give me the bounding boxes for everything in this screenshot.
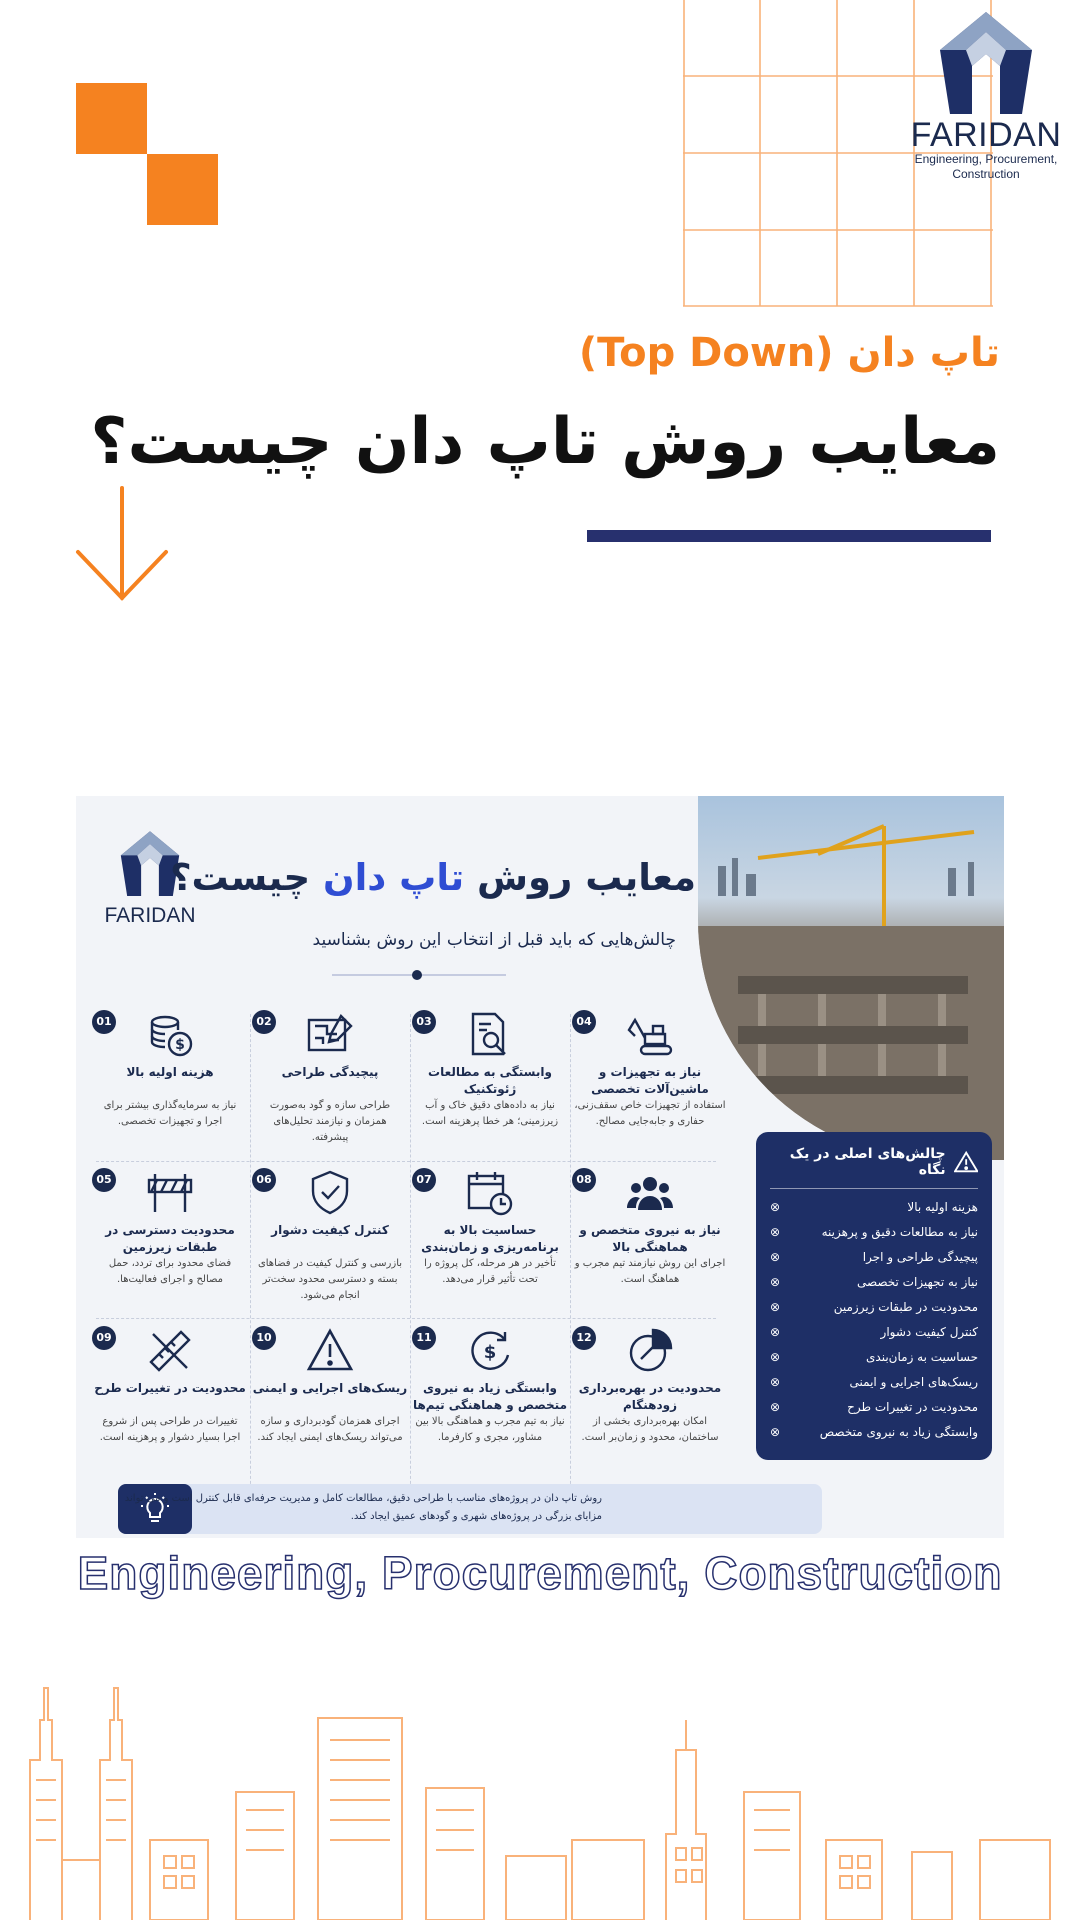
brand-logo [896,10,1076,182]
pie-chart-icon [625,1326,675,1376]
panel-item: پیچیدگی طراحی و اجرا ⊗ [770,1245,978,1270]
infographic-brand: FARIDAN [104,904,196,927]
card-title: هزینه اولیه بالا [126,1065,214,1079]
card-title: محدودیت در تغییرات طرح [94,1381,246,1395]
card-desc: اجرای این روش نیازمند تیم مجرب و هماهنگ است. [574,1258,726,1285]
card-number: 01 [92,1010,116,1034]
card-title: محدودیت دسترسی در طبقات زیرزمین [105,1223,235,1254]
panel-item: وابستگی زیاد به نیروی متخصص ⊗ [770,1420,978,1445]
card-title: پیچیدگی طراحی [281,1065,379,1079]
warning-icon [305,1326,355,1376]
card-title: محدودیت در بهره‌برداری زودهنگام [578,1381,722,1412]
card-desc: بازرسی و کنترل کیفیت در فضاهای بسته و دسترسی محدود سخت‌تر انجام می‌شود. [257,1258,403,1301]
brand-tagline-1: Engineering, Procurement, [914,152,1058,166]
close-circle-icon: ⊗ [770,1350,781,1364]
card-skilled-workforce [570,1164,730,1314]
card-design-changes [90,1322,250,1472]
panel-item: ریسک‌های اجرایی و ایمنی ⊗ [770,1370,978,1395]
barrier-icon [145,1168,195,1218]
card-desc: نیاز به داده‌های دقیق خاک و آب زیرزمینی؛ هر خطا پرهزینه است. [421,1100,559,1127]
svg-text:$: $ [175,1037,185,1053]
card-desc: استفاده از تجهیزات خاص سقف‌زنی، حفاری و جابه‌جایی مصالح. [574,1100,726,1127]
card-initial-cost [90,1006,250,1156]
close-circle-icon: ⊗ [770,1200,781,1214]
decor-square [147,154,218,225]
panel-item: کنترل کیفیت دشوار ⊗ [770,1320,978,1345]
card-number: 10 [252,1326,276,1350]
card-design-complexity [250,1006,410,1156]
brand-name: FARIDAN [910,116,1062,154]
note-box [118,1484,822,1534]
card-number: 09 [92,1326,116,1350]
card-desc: نیاز به تیم مجرب و هماهنگی بالا بین مشاور، مجری و کارفرما. [415,1416,565,1443]
card-quality-control [250,1164,410,1314]
card-desc: نیاز به سرمایه‌گذاری بیشتر برای اجرا و تجهیزات تخصصی. [103,1100,237,1127]
infographic-title: معایب روش تاپ دان چیست؟ [170,856,696,899]
panel-item: نیاز به مطالعات دقیق و پرهزینه ⊗ [770,1220,978,1245]
close-circle-icon: ⊗ [770,1425,781,1439]
card-early-use [570,1322,730,1472]
card-number: 04 [572,1010,596,1034]
card-title: نیاز به تجهیزات و ماشین‌آلات تخصصی [591,1065,709,1096]
card-title: ریسک‌های اجرایی و ایمنی [252,1381,408,1395]
panel-item: حساسیت به زمان‌بندی ⊗ [770,1345,978,1370]
city-skyline [0,1680,1080,1920]
panel-item: نیاز به تجهیزات تخصصی ⊗ [770,1270,978,1295]
construction-photo [698,796,1004,1160]
footer-tagline: Engineering, Procurement, Construction [77,1547,1003,1599]
infographic [76,796,1004,1538]
card-basement-access [90,1164,250,1314]
close-circle-icon: ⊗ [770,1275,781,1289]
card-number: 07 [412,1168,436,1192]
note-text: روش تاپ دان در پروژه‌های مناسب با طراحی دقیق، مطالعات کامل و مدیریت حرفه‌ای قابل کنترل است و می تواند مزایای بزرگی در پروژه‌های شهری و گودهای عمیق ایجاد کند. [124,1493,602,1522]
excavator-icon [625,1010,675,1060]
faridan-logo-icon [936,10,1036,114]
warning-icon [954,1150,978,1174]
card-desc: تأخیر در هر مرحله، کل پروژه را تحت تأثیر قرار می‌دهد. [424,1258,556,1285]
card-title: وابستگی به مطالعات ژئوتکنیک [428,1065,552,1096]
summary-panel [756,1132,992,1460]
card-geotechnical [410,1006,570,1156]
svg-text:$: $ [483,1342,497,1363]
close-circle-icon: ⊗ [770,1375,781,1389]
card-number: 11 [412,1326,436,1350]
card-title: کنترل کیفیت دشوار [271,1223,389,1237]
ruler-pencil-icon [145,1326,195,1376]
card-team-coordination [410,1322,570,1472]
card-title: وابستگی زیاد به نیروی متخصص و هماهنگی تیم‌ها [412,1381,567,1412]
blueprint-icon [305,1010,355,1060]
title-divider [332,974,506,976]
panel-title: چالش‌های اصلی در یک نگاه [789,1146,946,1178]
decor-square [76,83,147,154]
card-desc: فضای محدود برای تردد، حمل مصالح و اجرای فعالیت‌ها. [108,1258,232,1285]
close-circle-icon: ⊗ [770,1225,781,1239]
card-desc: تغییرات در طراحی پس از شروع اجرا بسیار دشوار و پرهزینه است. [99,1416,241,1443]
panel-item: محدودیت در تغییرات طرح ⊗ [770,1395,978,1420]
card-desc: امکان بهره‌برداری بخشی از ساختمان، محدود و زمان‌بر است. [581,1416,719,1443]
infographic-subtitle: چالش‌هایی که باید قبل از انتخاب این روش بشناسید [312,930,676,950]
close-circle-icon: ⊗ [770,1250,781,1264]
card-safety-risk [250,1322,410,1472]
card-number: 05 [92,1168,116,1192]
close-circle-icon: ⊗ [770,1325,781,1339]
hero-title: معایب روش تاپ دان چیست؟ [90,405,1000,479]
card-desc: طراحی سازه و گود به‌صورت همزمان و نیازمند تحلیل‌های پیشرفته. [269,1100,391,1143]
title-underline [587,530,991,542]
panel-item: هزینه اولیه بالا ⊗ [770,1195,978,1220]
card-number: 08 [572,1168,596,1192]
hero-subtitle: تاپ دان (Top Down) [578,330,1000,376]
card-number: 03 [412,1010,436,1034]
card-number: 02 [252,1010,276,1034]
card-desc: اجرای همزمان گودبرداری و سازه می‌تواند ریسک‌های ایمنی ایجاد کند. [257,1416,403,1443]
panel-header [770,1146,978,1189]
team-icon [625,1168,675,1218]
dollar-cycle-icon [465,1326,515,1376]
close-circle-icon: ⊗ [770,1300,781,1314]
calendar-clock-icon [465,1168,515,1218]
report-icon [465,1010,515,1060]
crane-illustration [698,796,1004,1160]
shield-check-icon [305,1168,355,1218]
card-scheduling [410,1164,570,1314]
coins-icon [145,1010,195,1060]
arrow-down-icon [74,486,170,604]
brand-tagline-2: Construction [952,167,1020,181]
card-number: 12 [572,1326,596,1350]
card-title: نیاز به نیروی متخصص و هماهنگی بالا [579,1223,721,1254]
panel-item: محدودیت در طبقات زیرزمین ⊗ [770,1295,978,1320]
card-number: 06 [252,1168,276,1192]
close-circle-icon: ⊗ [770,1400,781,1414]
panel-list [770,1195,978,1445]
card-equipment [570,1006,730,1156]
card-title: حساسیت بالا به برنامه‌ریزی و زمان‌بندی [421,1223,559,1254]
